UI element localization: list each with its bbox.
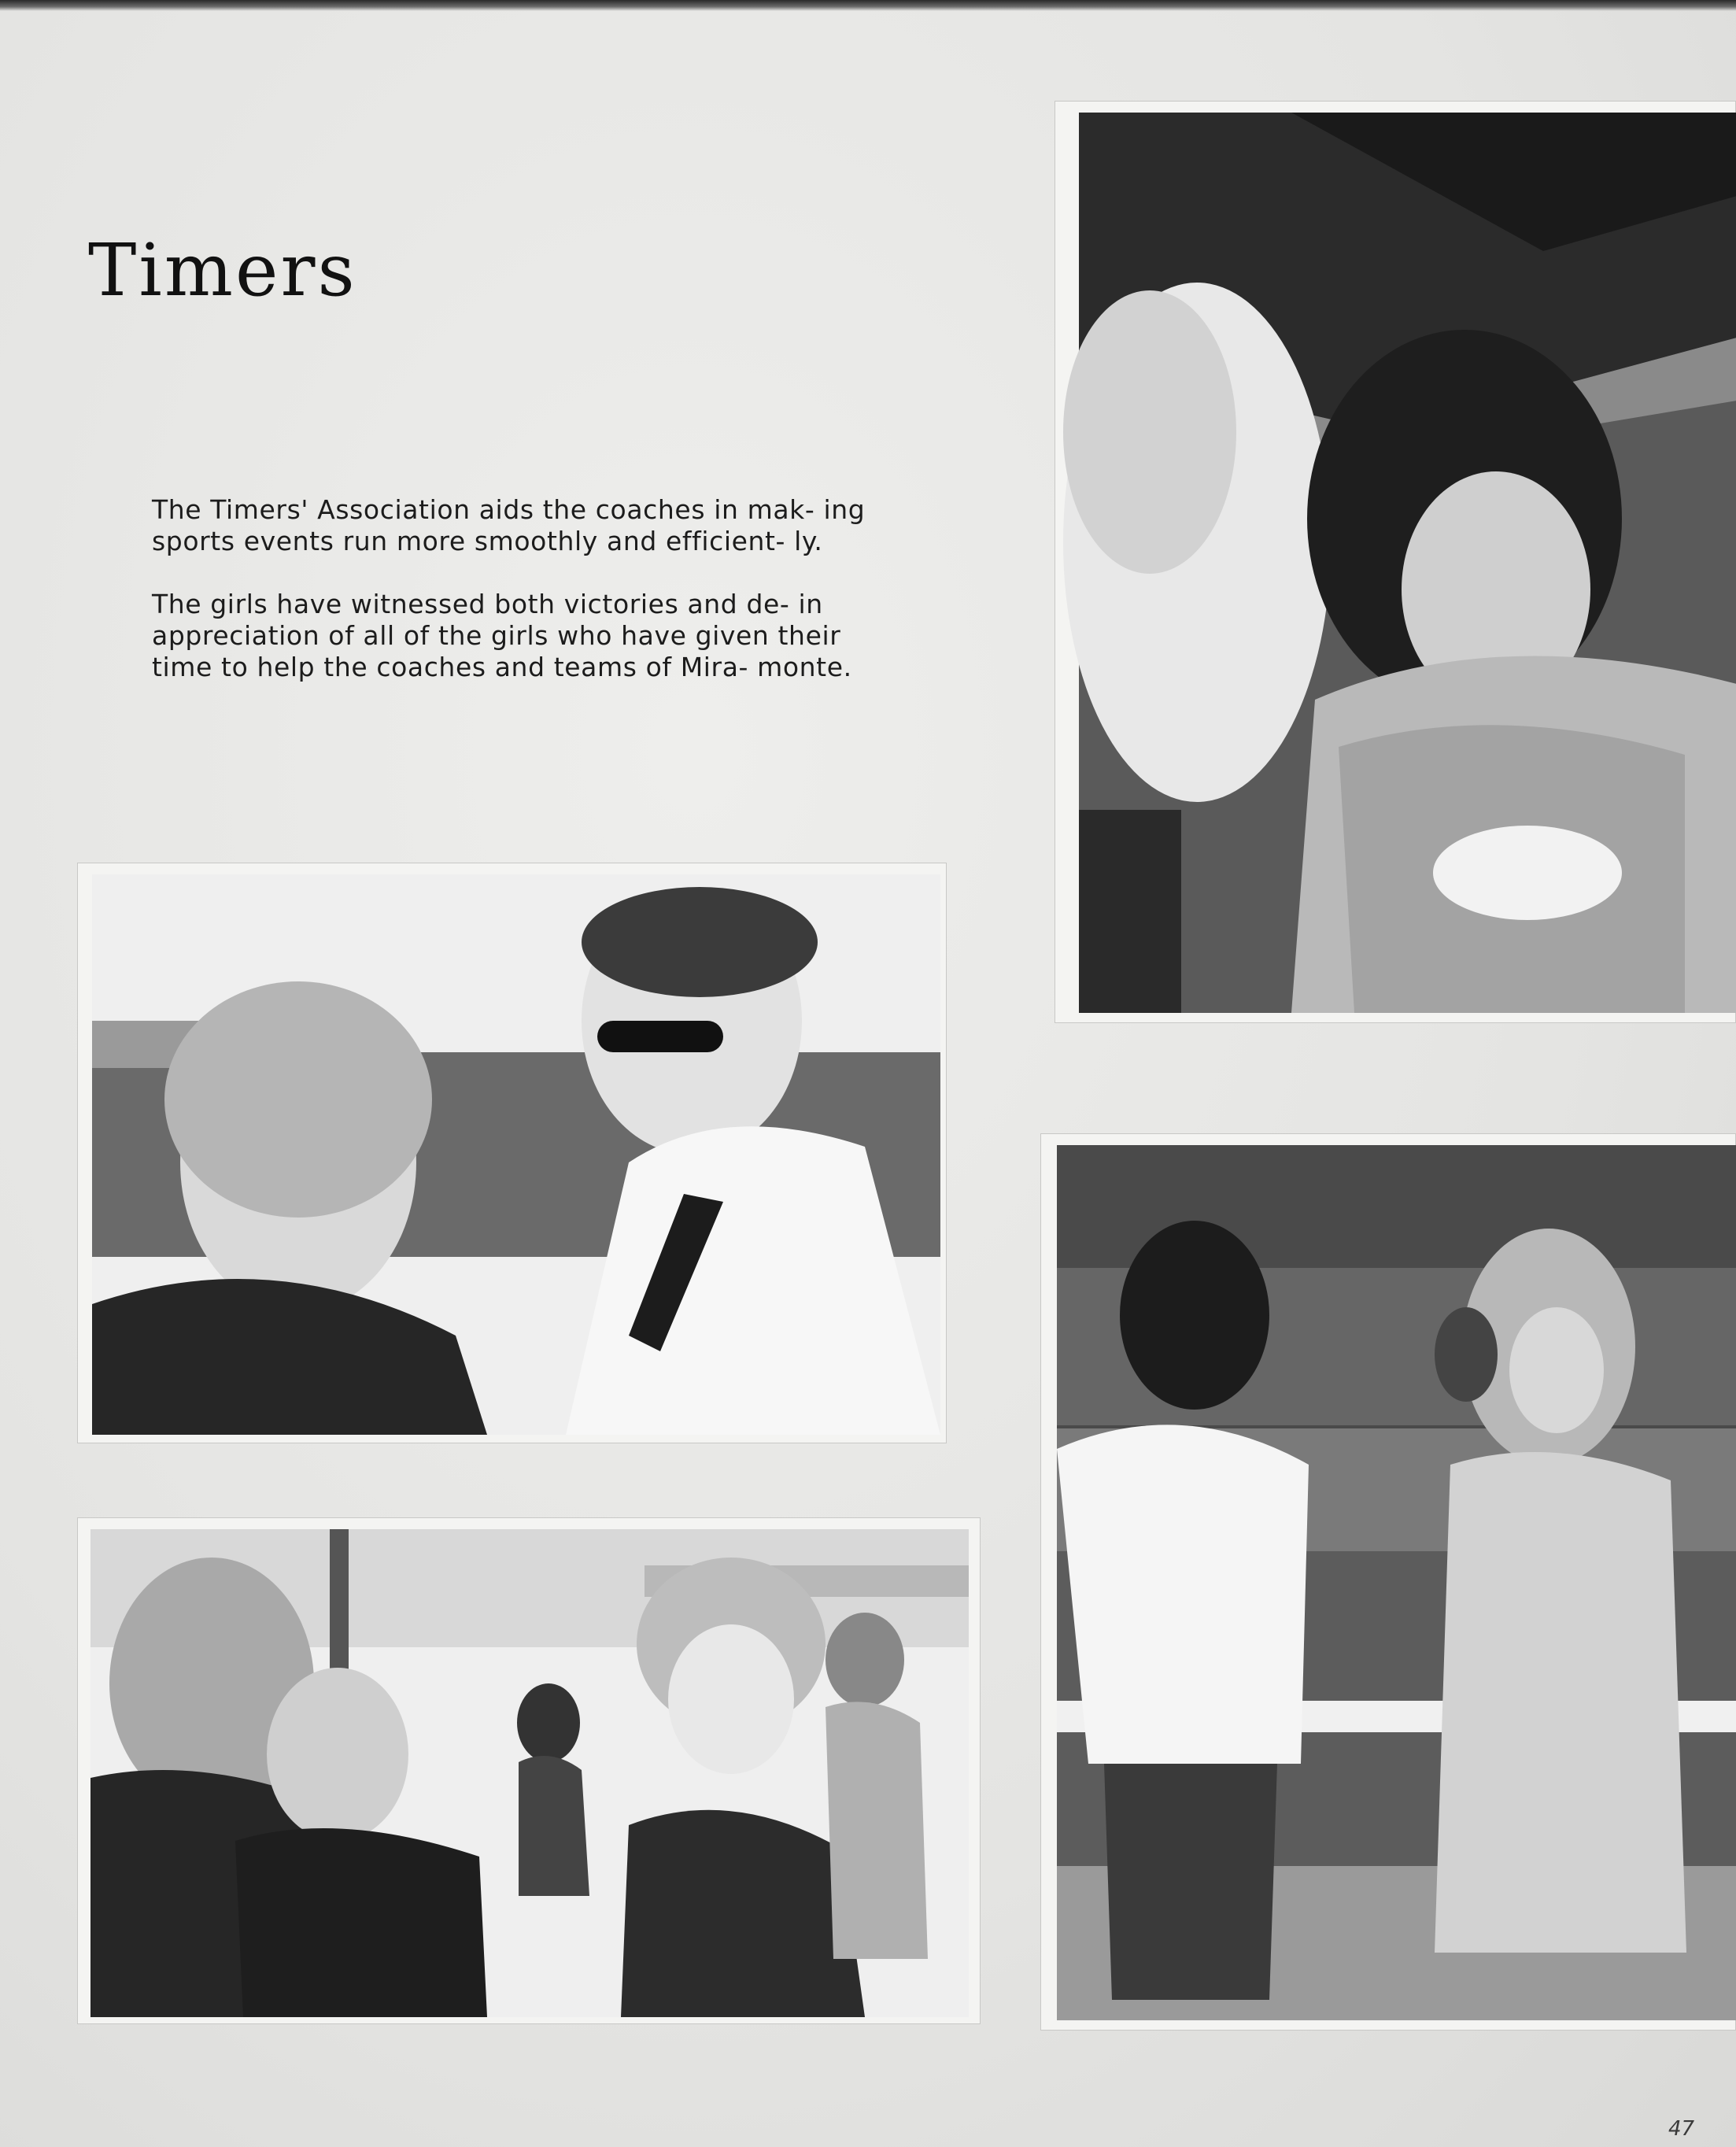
photo-girls-group-image: [78, 1518, 981, 2025]
paragraph-1: The Timers' Association aids the coaches in mak- ing sports events run more smoothly and efficient- ly.: [152, 494, 866, 556]
photo-girl-writing: [1055, 101, 1736, 1023]
photo-students-walking-image: [1041, 1134, 1736, 2031]
page-number: 47: [1668, 2117, 1695, 2141]
photo-girls-group: [77, 1517, 981, 2024]
page-top-edge: [0, 0, 1736, 11]
photo-girl-and-man-image: [78, 863, 947, 1444]
article-text: [152, 494, 907, 715]
photo-students-walking: [1040, 1133, 1736, 2031]
photo-girl-and-man: [77, 863, 947, 1443]
paragraph-2: The girls have witnessed both victories and de- in appreciation of all of the girls who have given their time to help the coaches and teams of Mira- monte.: [152, 589, 852, 682]
page-title: Timers: [88, 227, 357, 312]
photo-girl-writing-image: [1055, 102, 1736, 1024]
